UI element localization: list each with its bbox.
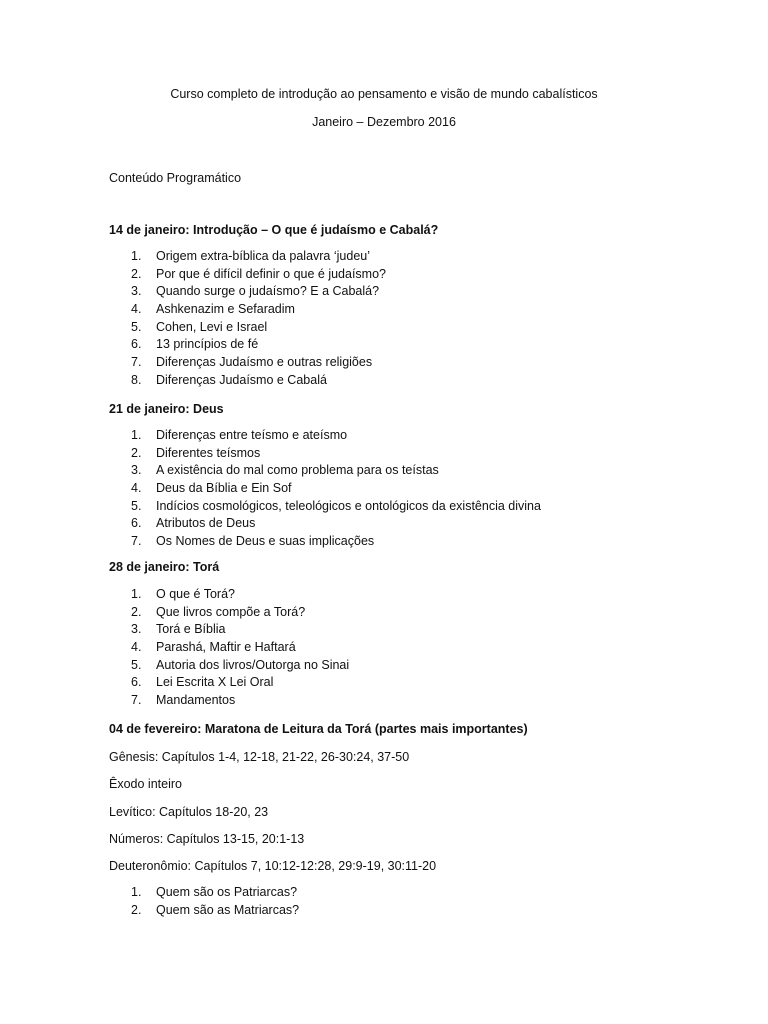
list-number: 4. <box>131 481 142 496</box>
list-number: 5. <box>131 657 142 672</box>
list-number: 3. <box>131 284 142 299</box>
section-heading: 21 de janeiro: Deus <box>109 402 224 416</box>
list-text: Mandamentos <box>156 693 236 708</box>
list-number: 7. <box>131 693 142 708</box>
reading-line: Êxodo inteiro <box>109 777 182 791</box>
list-number: 7. <box>131 355 142 370</box>
list-number: 6. <box>131 337 142 352</box>
list-text: Cohen, Levi e Israel <box>156 319 268 334</box>
list-text: Quem são as Matriarcas? <box>156 902 300 917</box>
reading-line: Deuteronômio: Capítulos 7, 10:12-12:28, 29:9-19, 30:11-20 <box>109 859 437 873</box>
list-text: Autoria dos livros/Outorga no Sinai <box>156 657 350 672</box>
list-text: Por que é difícil definir o que é judaísmo? <box>156 266 386 281</box>
list-text: Parashá, Maftir e Haftará <box>156 640 296 655</box>
list-text: Quem são os Patriarcas? <box>156 885 298 899</box>
list-number: 1. <box>131 587 142 601</box>
list-number: 2. <box>131 604 142 619</box>
list-text: Diferenças Judaísmo e Cabalá <box>156 372 327 387</box>
section-heading: 04 de fevereiro: Maratona de Leitura da Torá (partes mais importantes) <box>109 722 528 736</box>
list-number: 2. <box>131 266 142 281</box>
reading-line: Levítico: Capítulos 18-20, 23 <box>109 805 269 819</box>
list-number: 2. <box>131 902 142 917</box>
list-number: 1. <box>131 249 142 263</box>
list-text: Que livros compõe a Torá? <box>156 604 306 619</box>
list-number: 5. <box>131 498 142 513</box>
document-title: Curso completo de introdução ao pensamento e visão de mundo cabalísticos <box>170 87 598 101</box>
list-text: Deus da Bíblia e Ein Sof <box>156 481 292 496</box>
list-text: Os Nomes de Deus e suas implicações <box>156 534 375 549</box>
reading-line: Números: Capítulos 13-15, 20:1-13 <box>109 832 305 846</box>
list-text: Atributos de Deus <box>156 516 256 531</box>
list-text: Torá e Bíblia <box>156 622 226 637</box>
list-number: 2. <box>131 445 142 460</box>
reading-line: Gênesis: Capítulos 1-4, 12-18, 21-22, 26-30:24, 37-50 <box>109 750 410 764</box>
section-heading: 14 de janeiro: Introdução – O que é judaísmo e Cabalá? <box>109 223 439 237</box>
list-text: Indícios cosmológicos, teleológicos e ontológicos da existência divina <box>156 498 541 513</box>
list-number: 1. <box>131 885 142 899</box>
list-text: A existência do mal como problema para os teístas <box>156 463 439 478</box>
list-text: Quando surge o judaísmo? E a Cabalá? <box>156 284 380 299</box>
list-text: Ashkenazim e Sefaradim <box>156 302 295 317</box>
list-text: Lei Escrita X Lei Oral <box>156 675 274 690</box>
list-text: Diferenças Judaísmo e outras religiões <box>156 355 373 370</box>
list-number: 5. <box>131 319 142 334</box>
list-text: Diferenças entre teísmo e ateísmo <box>156 428 348 442</box>
list-number: 3. <box>131 463 142 478</box>
section-heading: 28 de janeiro: Torá <box>109 560 220 574</box>
list-number: 4. <box>131 302 142 317</box>
list-number: 6. <box>131 516 142 531</box>
list-text: O que é Torá? <box>156 587 235 601</box>
list-number: 7. <box>131 534 142 549</box>
list-text: 13 princípios de fé <box>156 337 259 352</box>
list-number: 3. <box>131 622 142 637</box>
list-number: 1. <box>131 428 142 442</box>
list-number: 4. <box>131 640 142 655</box>
document-subtitle: Janeiro – Dezembro 2016 <box>312 115 456 129</box>
list-text: Origem extra-bíblica da palavra ‘judeu’ <box>156 249 370 263</box>
list-text: Diferentes teísmos <box>156 445 261 460</box>
list-number: 6. <box>131 675 142 690</box>
program-label: Conteúdo Programático <box>109 171 242 185</box>
list-number: 8. <box>131 372 142 387</box>
